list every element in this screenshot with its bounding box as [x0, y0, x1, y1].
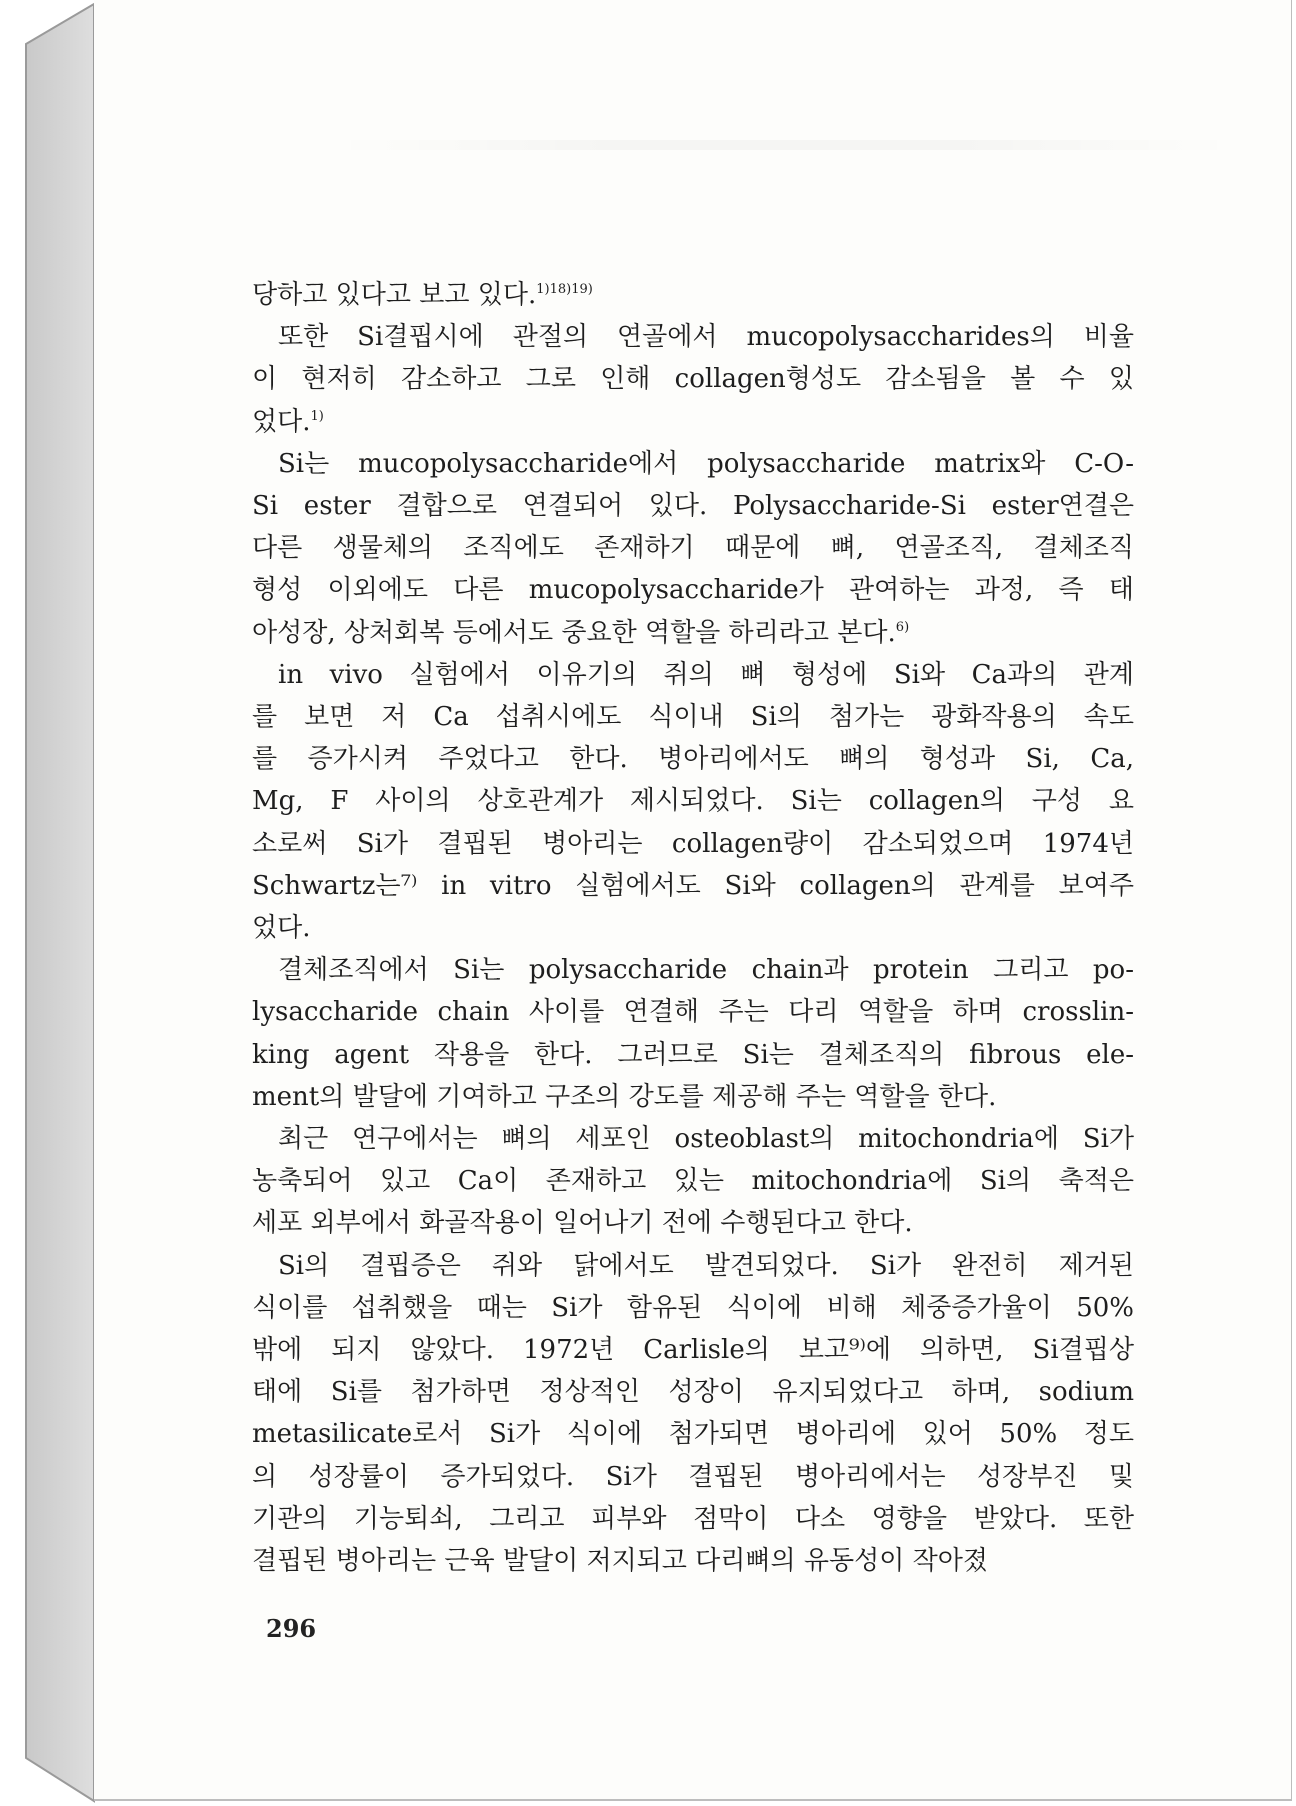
- text-line: [252, 696, 1134, 738]
- text-line-content: 이 현저히 감소하고 그로 인해 collagen형성도 감소됨을 볼 수 있: [252, 364, 1134, 395]
- page-header-shadow: [334, 140, 1234, 150]
- text-line-content: 결체조직에서 Si는 polysaccharide chain과 protein 그리고 po-: [278, 955, 1134, 986]
- text-line-content: 소로써 Si가 결핍된 병아리는 collagen량이 감소되었으며 1974년: [252, 828, 1134, 859]
- text-line-content: 또한 Si결핍시에 관절의 연골에서 mucopolysaccharides의 비율: [278, 322, 1134, 353]
- text-line-content: 당하고 있다고 보고 있다.: [252, 280, 537, 310]
- text-line: [252, 1498, 1134, 1540]
- text-line: [252, 1413, 1134, 1455]
- text-line-content: 를 증가시켜 주었다고 한다. 병아리에서도 뼈의 형성과 Si, Ca,: [252, 744, 1134, 775]
- text-line-content: 결핍된 병아리는 근육 발달이 저지되고 다리뼈의 유동성이 작아졌: [252, 1546, 988, 1577]
- text-line: [252, 991, 1134, 1033]
- text-line-content: lysaccharide chain 사이를 연결해 주는 다리 역할을 하며 crosslin-: [252, 997, 1134, 1028]
- text-line-content: 었다.: [252, 913, 311, 944]
- text-line: [252, 907, 1134, 949]
- text-line: [252, 654, 1134, 696]
- text-line-content: Si ester 결합으로 연결되어 있다. Polysaccharide-Si ester연결은: [252, 491, 1134, 522]
- text-line: [252, 401, 1134, 443]
- text-line-content: Si는 mucopolysaccharide에서 polysaccharide matrix와 C-O-: [278, 448, 1134, 479]
- citation-superscript: 1)18)19): [536, 282, 593, 297]
- text-line-content: 다른 생물체의 조직에도 존재하기 때문에 뼈, 연골조직, 결체조직: [252, 533, 1134, 564]
- text-line: [252, 569, 1134, 611]
- text-line-content: Schwartz는⁷⁾ in vitro 실험에서도 Si와 collagen의 관계를 보여주: [252, 870, 1134, 901]
- text-line: [252, 823, 1134, 865]
- text-line: [252, 485, 1134, 527]
- text-line: [252, 1540, 1134, 1582]
- text-line: [252, 358, 1134, 400]
- text-line: [252, 527, 1134, 569]
- page-body: [252, 274, 1134, 1582]
- text-line-content: 세포 외부에서 화골작용이 일어나기 전에 수행된다고 한다.: [252, 1208, 913, 1239]
- text-line-content: 의 성장률이 증가되었다. Si가 결핍된 병아리에서는 성장부진 및: [252, 1461, 1134, 1492]
- text-line: [252, 612, 1134, 654]
- text-line-content: Si의 결핍증은 쥐와 닭에서도 발견되었다. Si가 완전히 제거된: [278, 1250, 1134, 1281]
- text-line-content: ment의 발달에 기여하고 구조의 강도를 제공해 주는 역할을 한다.: [252, 1081, 997, 1112]
- citation-superscript: 1): [310, 408, 324, 424]
- text-line-content: 기관의 기능퇴쇠, 그리고 피부와 점막이 다소 영향을 받았다. 또한: [252, 1503, 1134, 1534]
- text-line: [252, 949, 1134, 991]
- page-number: 296: [266, 1614, 317, 1643]
- text-line: [252, 316, 1134, 358]
- text-line-content: king agent 작용을 한다. 그러므로 Si는 결체조직의 fibrous ele-: [252, 1039, 1134, 1070]
- text-line: [252, 738, 1134, 780]
- text-line: [252, 274, 1134, 316]
- text-line-content: Mg, F 사이의 상호관계가 제시되었다. Si는 collagen의 구성 요: [252, 786, 1134, 817]
- text-line-content: 최근 연구에서는 뼈의 세포인 osteoblast의 mitochondria에 Si가: [278, 1124, 1134, 1155]
- text-line-content: 아성장, 상처회복 등에서도 중요한 역할을 하리라고 본다.: [252, 617, 896, 648]
- text-line-content: 밖에 되지 않았다. 1972년 Carlisle의 보고⁹⁾에 의하면, Si결핍상: [252, 1335, 1134, 1366]
- text-line: [252, 1202, 1134, 1244]
- text-line-content: metasilicate로서 Si가 식이에 첨가되면 병아리에 있어 50% 정도: [252, 1419, 1134, 1450]
- text-line-content: 었다.: [252, 406, 311, 437]
- text-line: [252, 1456, 1134, 1498]
- text-line: [252, 1034, 1134, 1076]
- text-line: [252, 1245, 1134, 1287]
- text-line: [252, 1160, 1134, 1202]
- text-line-content: 를 보면 저 Ca 섭취시에도 식이내 Si의 첨가는 광화작용의 속도: [252, 702, 1134, 733]
- text-line-content: 농축되어 있고 Ca이 존재하고 있는 mitochondria에 Si의 축적은: [252, 1166, 1134, 1197]
- citation-superscript: 6): [895, 619, 910, 635]
- text-line: [252, 1287, 1134, 1329]
- text-line: [252, 1329, 1134, 1371]
- text-line: [252, 865, 1134, 907]
- text-line-content: in vivo 실험에서 이유기의 쥐의 뼈 형성에 Si와 Ca과의 관계: [278, 659, 1134, 690]
- text-line: [252, 1118, 1134, 1160]
- text-line: [252, 1371, 1134, 1413]
- text-line-content: 태에 Si를 첨가하면 정상적인 성장이 유지되었다고 하며, sodium: [252, 1377, 1134, 1408]
- text-line: [252, 443, 1134, 485]
- text-line: [252, 780, 1134, 822]
- text-line-content: 형성 이외에도 다른 mucopolysaccharide가 관여하는 과정, 즉 태: [252, 575, 1134, 606]
- text-line: [252, 1076, 1134, 1118]
- text-line-content: 식이를 섭취했을 때는 Si가 함유된 식이에 비해 체중증가율이 50%: [252, 1292, 1134, 1323]
